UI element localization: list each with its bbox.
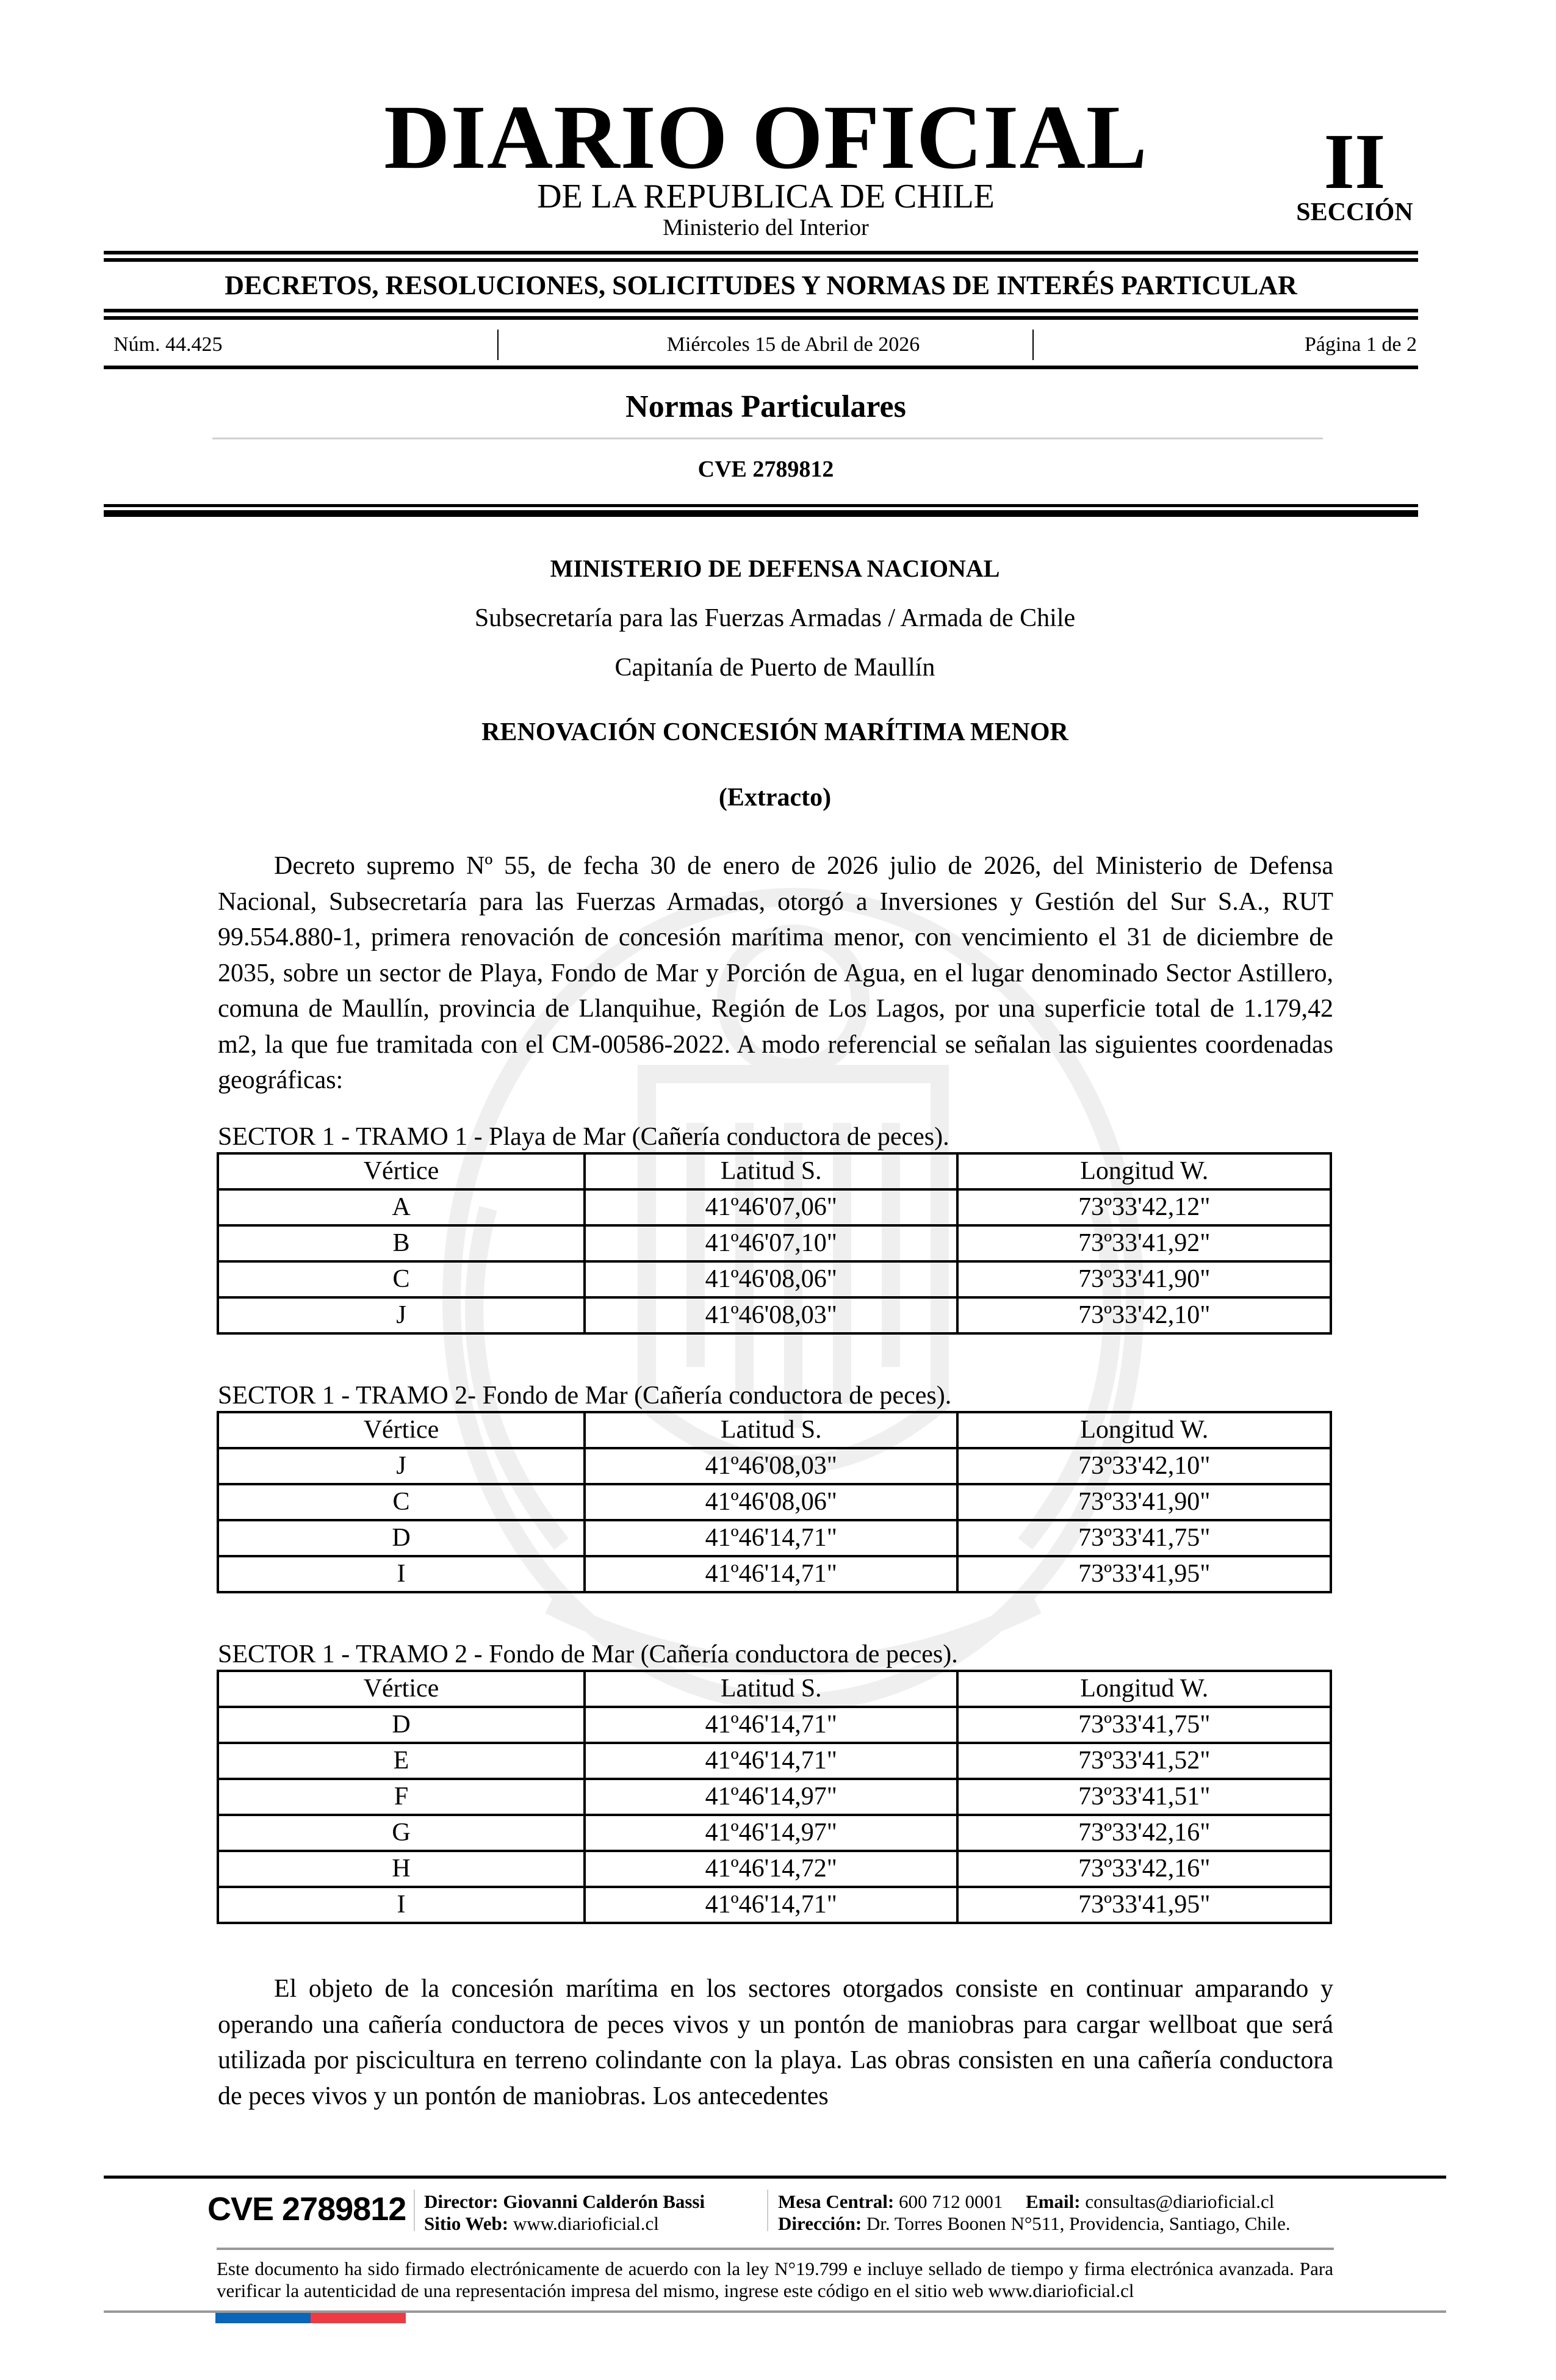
page-indicator: Página 1 de 2 [1304,333,1417,356]
latitude-cell: 41º46'14,71" [585,1520,958,1556]
longitude-cell: 73º33'41,75" [957,1520,1331,1556]
vertex-cell: H [218,1851,585,1887]
section-number: II [1324,118,1386,206]
longitude-cell: 73º33'42,10" [957,1448,1331,1484]
email-label: Email: [1026,2191,1081,2212]
phone-label: Mesa Central: [778,2191,895,2212]
footer-separator [767,2190,768,2231]
latitude-cell: 41º46'14,71" [585,1887,958,1923]
longitude-cell: 73º33'42,10" [957,1297,1331,1333]
banner-rule-1 [104,309,1418,312]
vertex-cell: D [218,1520,585,1556]
vertex-cell: B [218,1225,585,1261]
table-row [218,1815,1331,1851]
latitude-cell: 41º46'08,03" [585,1448,958,1484]
banner-rule-2 [104,316,1418,320]
flag-stripe-blue [215,2313,311,2323]
table-row [218,1189,1331,1225]
masthead-rule-2 [104,258,1418,262]
latitude-cell: 41º46'14,97" [585,1815,958,1851]
header-cell: Longitud W. [957,1412,1331,1448]
masthead-rule-1 [104,251,1418,254]
longitude-cell: 73º33'41,75" [957,1707,1331,1743]
table-row [218,1448,1331,1484]
coordinates-table-1 [217,1152,1332,1335]
phone-number: 600 712 0001 [899,2191,1003,2212]
body-paragraph-2: El objeto de la concesión marítima en los sectores otorgados consiste en continuar amparando y operando una cañería conductora de peces vivos y un pontón de maniobras para cargar wellboat que será utilizada por piscicultura en terreno colindante con la playa. Las obras consisten en una cañería conductora de peces vivos y un pontón de maniobras. Los antecedentes [218,1975,1333,2110]
longitude-cell: 73º33'42,12" [957,1189,1331,1225]
issue-number: Núm. 44.425 [113,333,223,356]
latitude-cell: 41º46'07,06" [585,1189,958,1225]
vertex-cell: G [218,1815,585,1851]
vertex-cell: J [218,1297,585,1333]
section-banner: DECRETOS, RESOLUCIONES, SOLICITUDES Y NORMAS DE INTERÉS PARTICULAR [225,270,1297,300]
header-cell: Latitud S. [585,1671,958,1707]
table-row [218,1225,1331,1261]
vertex-cell: I [218,1556,585,1592]
vertex-cell: C [218,1261,585,1297]
table-header-row [218,1671,1331,1707]
address-label: Dirección: [778,2213,862,2234]
vertex-cell: D [218,1707,585,1743]
footer-cve-code: CVE 2789812 [207,2191,406,2227]
table-row [218,1520,1331,1556]
table-row [218,1887,1331,1923]
header-cell: Vértice [218,1153,585,1189]
longitude-cell: 73º33'42,16" [957,1815,1331,1851]
footer-address [778,2213,1291,2235]
table-header-row [218,1412,1331,1448]
document-subtitle: (Extracto) [718,784,832,812]
masthead-title: DIARIO OFICIAL [384,87,1148,188]
cve-rule-thin [104,504,1418,507]
director-label: Director: [424,2191,499,2212]
table-header-row [218,1153,1331,1189]
longitude-cell: 73º33'41,95" [957,1556,1331,1592]
footer-legal-notice: Este documento ha sido firmado electrónicamente de acuerdo con la ley N°19.799 e incluye sellado de tiempo y firma electrónica avanzada. Para verificar la autenticidad de una representación impresa del mismo, ingrese este código en el sitio web www.diarioficial.cl [217,2258,1333,2301]
address-text: Dr. Torres Boonen N°511, Providencia, Santiago, Chile. [866,2213,1291,2234]
coordinates-table-3 [217,1670,1332,1924]
header-cell: Vértice [218,1412,585,1448]
footer-top-rule [104,2176,1446,2179]
longitude-cell: 73º33'41,92" [957,1225,1331,1261]
category-heading: Normas Particulares [625,389,906,424]
document-title: RENOVACIÓN CONCESIÓN MARÍTIMA MENOR [481,718,1068,746]
issue-date: Miércoles 15 de Abril de 2026 [666,333,920,356]
vertex-cell: E [218,1743,585,1779]
header-cell: Latitud S. [585,1412,958,1448]
footer-director [424,2191,705,2213]
header-cell: Longitud W. [957,1153,1331,1189]
longitude-cell: 73º33'41,90" [957,1484,1331,1520]
latitude-cell: 41º46'08,03" [585,1297,958,1333]
table-row [218,1297,1331,1333]
latitude-cell: 41º46'07,10" [585,1225,958,1261]
header-cell: Vértice [218,1671,585,1707]
vertex-cell: A [218,1189,585,1225]
vertex-cell: J [218,1448,585,1484]
email-link[interactable]: consultas@diarioficial.cl [1085,2191,1275,2212]
category-rule [212,438,1323,439]
masthead-ministry: Ministerio del Interior [663,215,869,240]
latitude-cell: 41º46'14,71" [585,1707,958,1743]
meta-separator [1032,330,1034,360]
longitude-cell: 73º33'41,90" [957,1261,1331,1297]
vertex-cell: I [218,1887,585,1923]
latitude-cell: 41º46'14,71" [585,1556,958,1592]
longitude-cell: 73º33'41,51" [957,1779,1331,1815]
meta-rule [104,366,1418,369]
table-row [218,1779,1331,1815]
footer-separator [414,2190,415,2231]
section-label: SECCIÓN [1296,198,1413,226]
coordinates-table-2 [217,1411,1332,1593]
body-paragraph-1: Decreto supremo Nº 55, de fecha 30 de enero de 2026 julio de 2026, del Ministerio de Defensa Nacional, Subsecretaría para las Fuerzas Armadas, otorgó a Inversiones y Gestión del Sur S.A., RUT 99.554.880-1, primera renovación de concesión marítima menor, con vencimiento el 31 de diciembre de 2035, sobre un sector de Playa, Fondo de Mar y Porción de Agua, en el lugar denominado Sector Astillero, comuna de Maullín, provincia de Llanquihue, Región de Los Lagos, por una superficie total de 1.179,42 m2, la que fue tramitada con el CM-00586-2022. A modo referencial se señalan las siguientes coordenadas geográficas: [218,852,1333,1094]
longitude-cell: 73º33'41,95" [957,1887,1331,1923]
table-row [218,1484,1331,1520]
ministry-heading: MINISTERIO DE DEFENSA NACIONAL [550,555,1000,582]
vertex-cell: F [218,1779,585,1815]
office-heading: Capitanía de Puerto de Maullín [614,654,935,682]
flag-stripe-red [311,2313,406,2323]
cve-code: CVE 2789812 [697,456,834,482]
longitude-cell: 73º33'41,52" [957,1743,1331,1779]
table-caption-1: SECTOR 1 - TRAMO 1 - Playa de Mar (Cañería conductora de peces). [218,1123,949,1151]
latitude-cell: 41º46'14,97" [585,1779,958,1815]
vertex-cell: C [218,1484,585,1520]
table-row [218,1261,1331,1297]
header-cell: Latitud S. [585,1153,958,1189]
longitude-cell: 73º33'42,16" [957,1851,1331,1887]
website-link[interactable]: www.diarioficial.cl [513,2213,659,2234]
footer-website [424,2213,659,2235]
table-caption-3: SECTOR 1 - TRAMO 2 - Fondo de Mar (Cañería conductora de peces). [218,1640,958,1668]
masthead-subtitle: DE LA REPUBLICA DE CHILE [537,178,995,215]
director-name: Giovanni Calderón Bassi [503,2191,705,2212]
footer-contact [778,2191,1274,2213]
table-row [218,1743,1331,1779]
website-label: Sitio Web: [424,2213,509,2234]
table-caption-2: SECTOR 1 - TRAMO 2- Fondo de Mar (Cañería conductora de peces). [218,1382,952,1410]
latitude-cell: 41º46'08,06" [585,1261,958,1297]
latitude-cell: 41º46'14,72" [585,1851,958,1887]
table-row [218,1851,1331,1887]
subsecretariat-heading: Subsecretaría para las Fuerzas Armadas / Armada de Chile [474,604,1076,632]
table-row [218,1556,1331,1592]
latitude-cell: 41º46'08,06" [585,1484,958,1520]
header-cell: Longitud W. [957,1671,1331,1707]
latitude-cell: 41º46'14,71" [585,1743,958,1779]
cve-rule-thick [104,510,1418,517]
footer-inner-rule [217,2248,1334,2250]
table-row [218,1707,1331,1743]
